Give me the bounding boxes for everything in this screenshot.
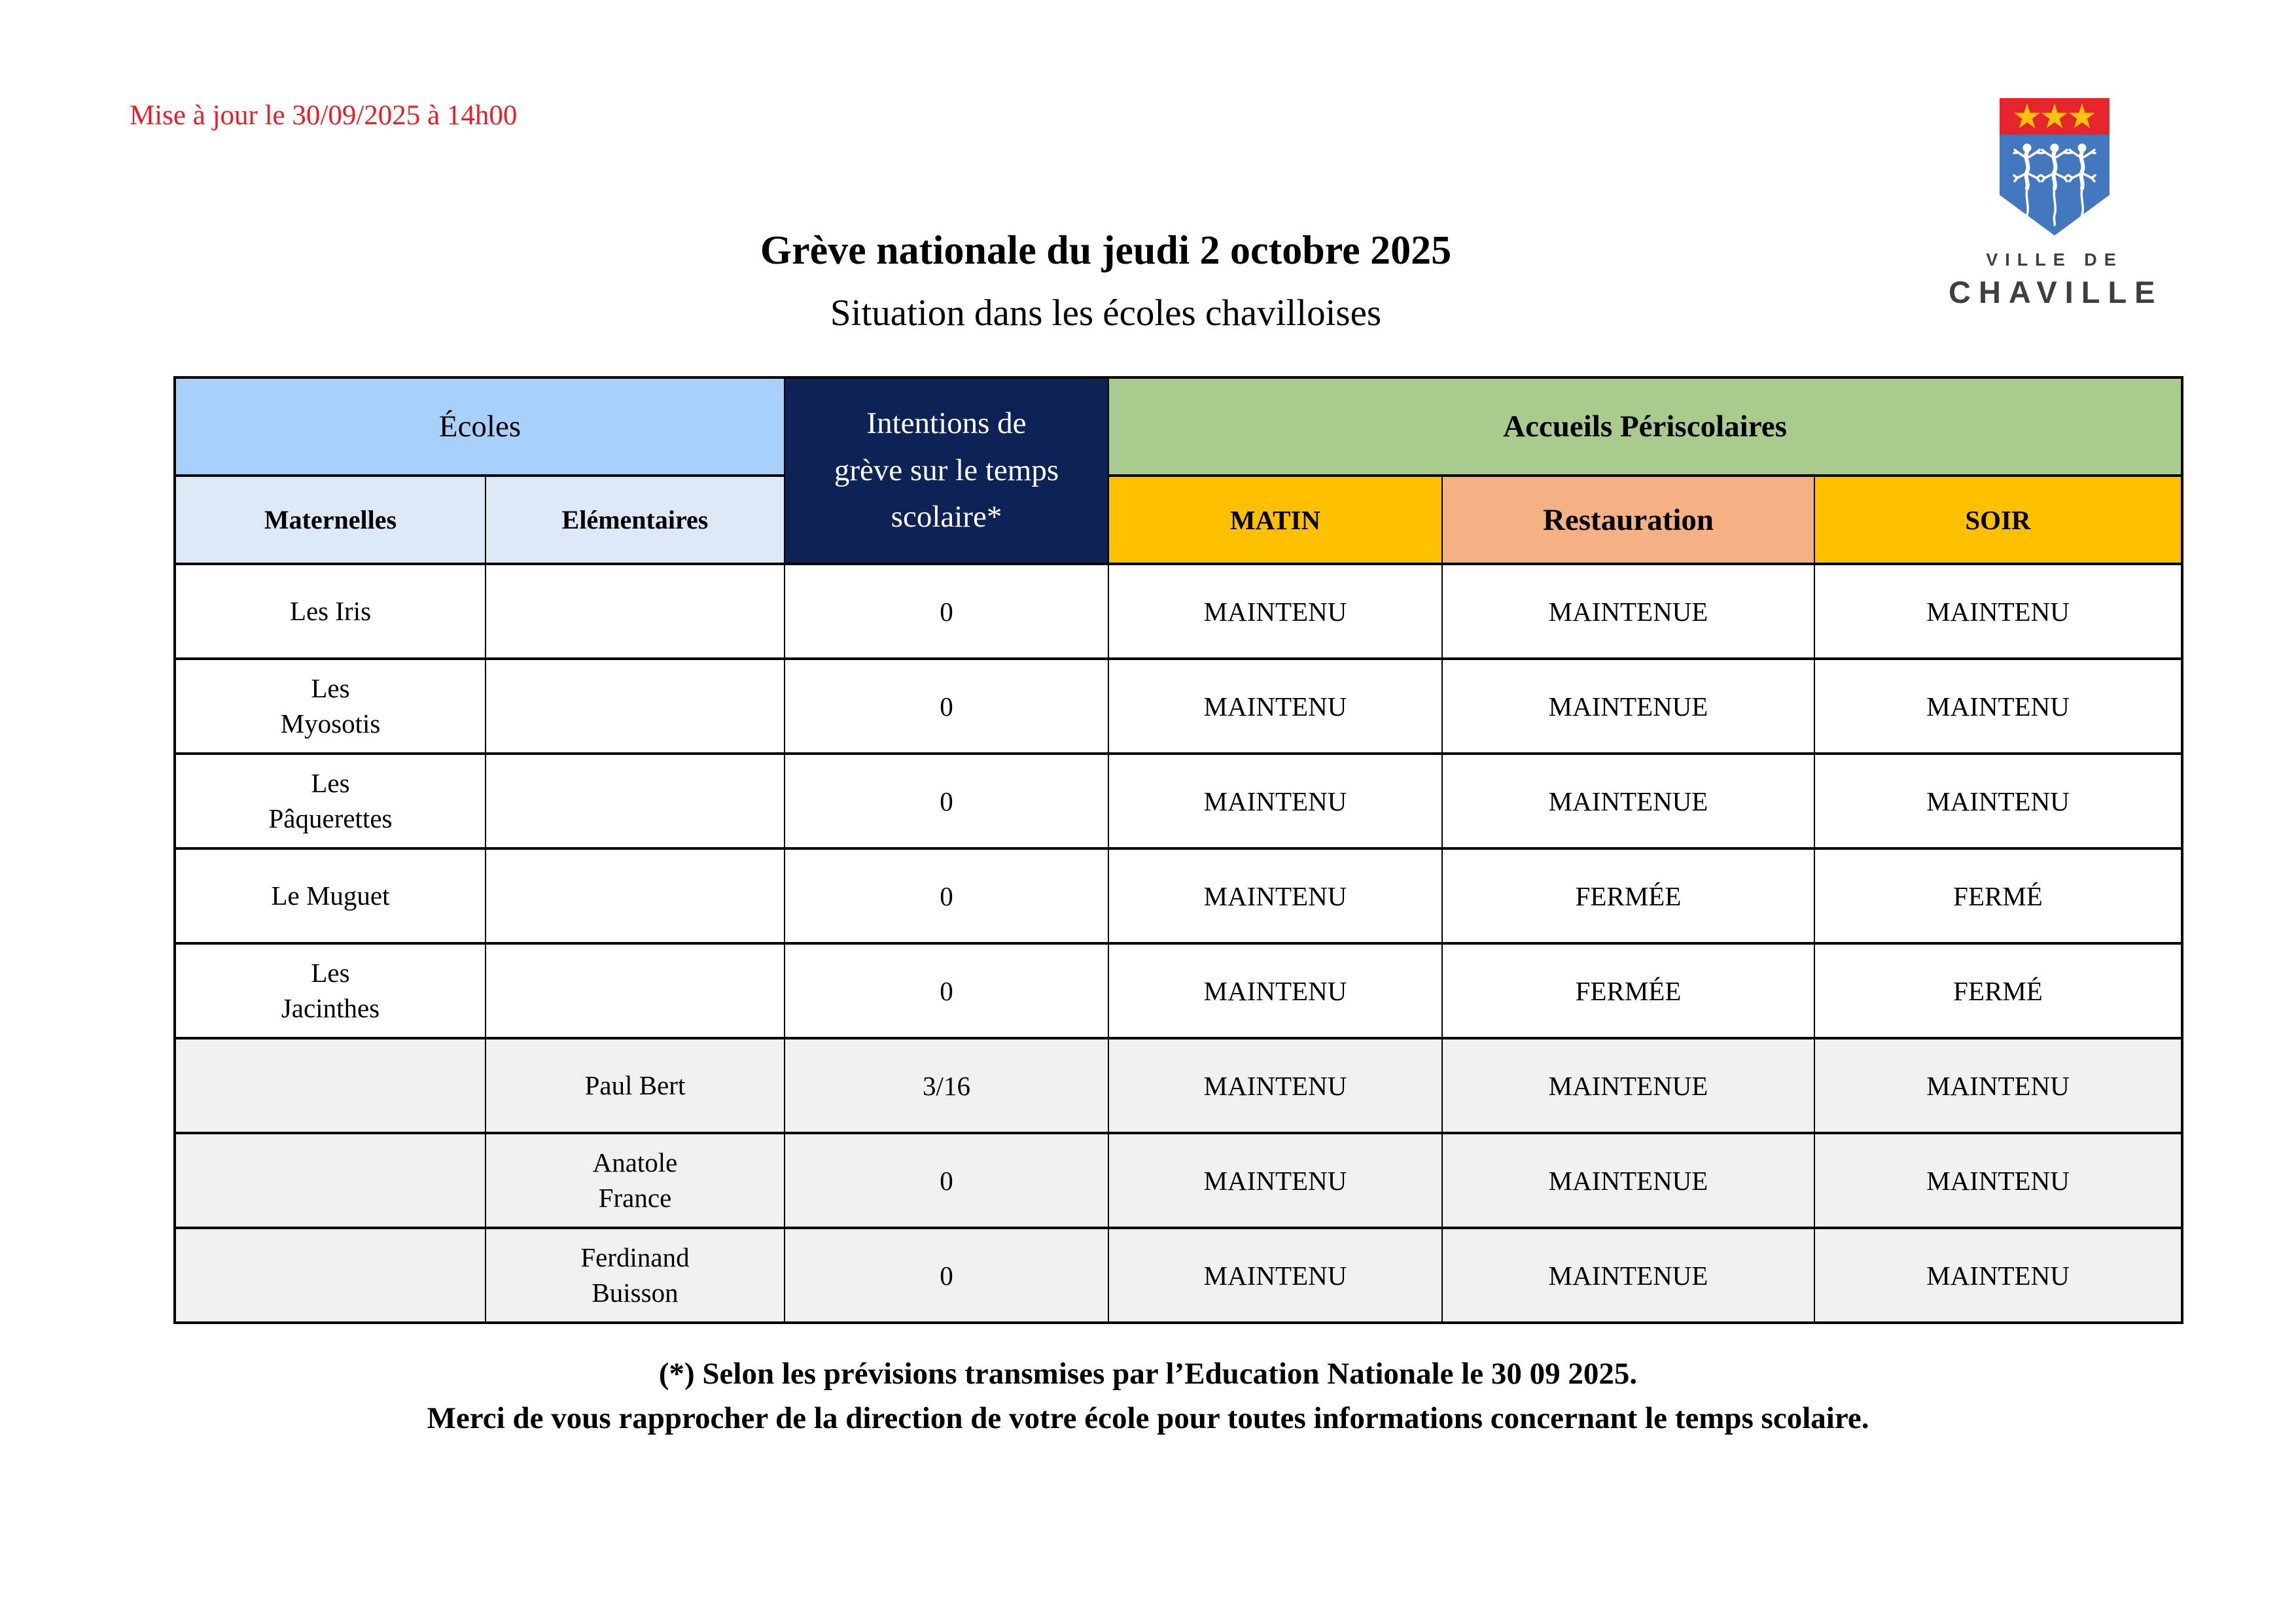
cell-status-restauration: FERMÉE [1442,848,1814,943]
cell-maternelle-name [175,1228,486,1323]
footnotes [0,1352,2296,1440]
cell-status-matin: MAINTENU [1108,754,1442,848]
cell-status-soir: MAINTENU [1814,1228,2182,1323]
update-note: Mise à jour le 30/09/2025 à 14h00 [130,100,518,131]
cell-status-restauration: MAINTENUE [1442,564,1814,659]
page-subtitle: Situation dans les écoles chavilloises [830,292,1382,334]
logo-city-line2: CHAVILLE [1949,275,2163,309]
schools-strike-table [173,376,2183,1324]
header-soir: SOIR [1814,476,2182,564]
chaville-logo [1949,97,2161,310]
cell-intentions-greve: 0 [785,564,1108,659]
cell-maternelle-name [175,1133,486,1228]
cell-status-soir: FERMÉ [1814,943,2182,1038]
cell-status-restauration: MAINTENUE [1442,1228,1814,1323]
cell-status-matin: MAINTENU [1108,659,1442,754]
school-row [175,943,2182,1038]
title-block [0,230,2212,332]
cell-status-matin: MAINTENU [1108,564,1442,659]
cell-elementaire-name [486,659,785,754]
page-title: Grève nationale du jeudi 2 octobre 2025 [760,228,1452,273]
school-row [175,1228,2182,1323]
header-intentions-greve [785,377,1108,564]
school-row [175,848,2182,943]
header-restauration: Restauration [1442,476,1814,564]
cell-elementaire-name: Paul Bert [486,1038,785,1133]
cell-maternelle-name: Les Pâquerettes [175,754,486,848]
cell-status-matin: MAINTENU [1108,848,1442,943]
cell-status-restauration: MAINTENUE [1442,754,1814,848]
cell-status-soir: MAINTENU [1814,564,2182,659]
cell-status-restauration: FERMÉE [1442,943,1814,1038]
cell-status-restauration: MAINTENUE [1442,1133,1814,1228]
cell-status-soir: MAINTENU [1814,659,2182,754]
header-ecoles: Écoles [175,377,785,476]
header-intentions-line1: Intentions de [866,406,1027,441]
cell-elementaire-name [486,848,785,943]
cell-intentions-greve: 0 [785,943,1108,1038]
school-row [175,754,2182,848]
cell-maternelle-name [175,1038,486,1133]
school-row [175,1133,2182,1228]
cell-status-soir: FERMÉ [1814,848,2182,943]
cell-intentions-greve: 0 [785,848,1108,943]
logo-city-line1: VILLE DE [1986,250,2123,270]
footnote-line2: Merci de vous rapprocher de la direction de votre école pour toutes informations concernant le temps scolaire. [427,1401,1869,1436]
cell-intentions-greve: 0 [785,754,1108,848]
cell-status-restauration: MAINTENUE [1442,1038,1814,1133]
cell-elementaire-name [486,754,785,848]
header-elementaires: Elémentaires [486,476,785,564]
cell-status-restauration: MAINTENUE [1442,659,1814,754]
cell-maternelle-name: Les Jacinthes [175,943,486,1038]
cell-status-soir: MAINTENU [1814,1038,2182,1133]
cell-elementaire-name: Ferdinand Buisson [486,1228,785,1323]
cell-status-matin: MAINTENU [1108,1133,1442,1228]
cell-status-matin: MAINTENU [1108,943,1442,1038]
cell-intentions-greve: 0 [785,659,1108,754]
header-intentions-line3: scolaire* [891,500,1002,534]
cell-elementaire-name [486,943,785,1038]
school-row [175,659,2182,754]
school-row [175,1038,2182,1133]
header-accueils-periscolaires: Accueils Périscolaires [1108,377,2182,476]
cell-intentions-greve: 0 [785,1228,1108,1323]
cell-status-matin: MAINTENU [1108,1038,1442,1133]
cell-maternelle-name: Le Muguet [175,848,486,943]
cell-maternelle-name: Les Iris [175,564,486,659]
cell-status-soir: MAINTENU [1814,754,2182,848]
header-matin: MATIN [1108,476,1442,564]
cell-maternelle-name: Les Myosotis [175,659,486,754]
chaville-shield-icon [1997,97,2112,241]
cell-elementaire-name [486,564,785,659]
header-intentions-line2: grève sur le temps [834,453,1059,487]
school-row [175,564,2182,659]
cell-elementaire-name: Anatole France [486,1133,785,1228]
cell-status-soir: MAINTENU [1814,1133,2182,1228]
cell-status-matin: MAINTENU [1108,1228,1442,1323]
header-maternelles: Maternelles [175,476,486,564]
footnote-line1: (*) Selon les prévisions transmises par l’Education Nationale le 30 09 2025. [658,1357,1638,1391]
cell-intentions-greve: 3/16 [785,1038,1108,1133]
cell-intentions-greve: 0 [785,1133,1108,1228]
